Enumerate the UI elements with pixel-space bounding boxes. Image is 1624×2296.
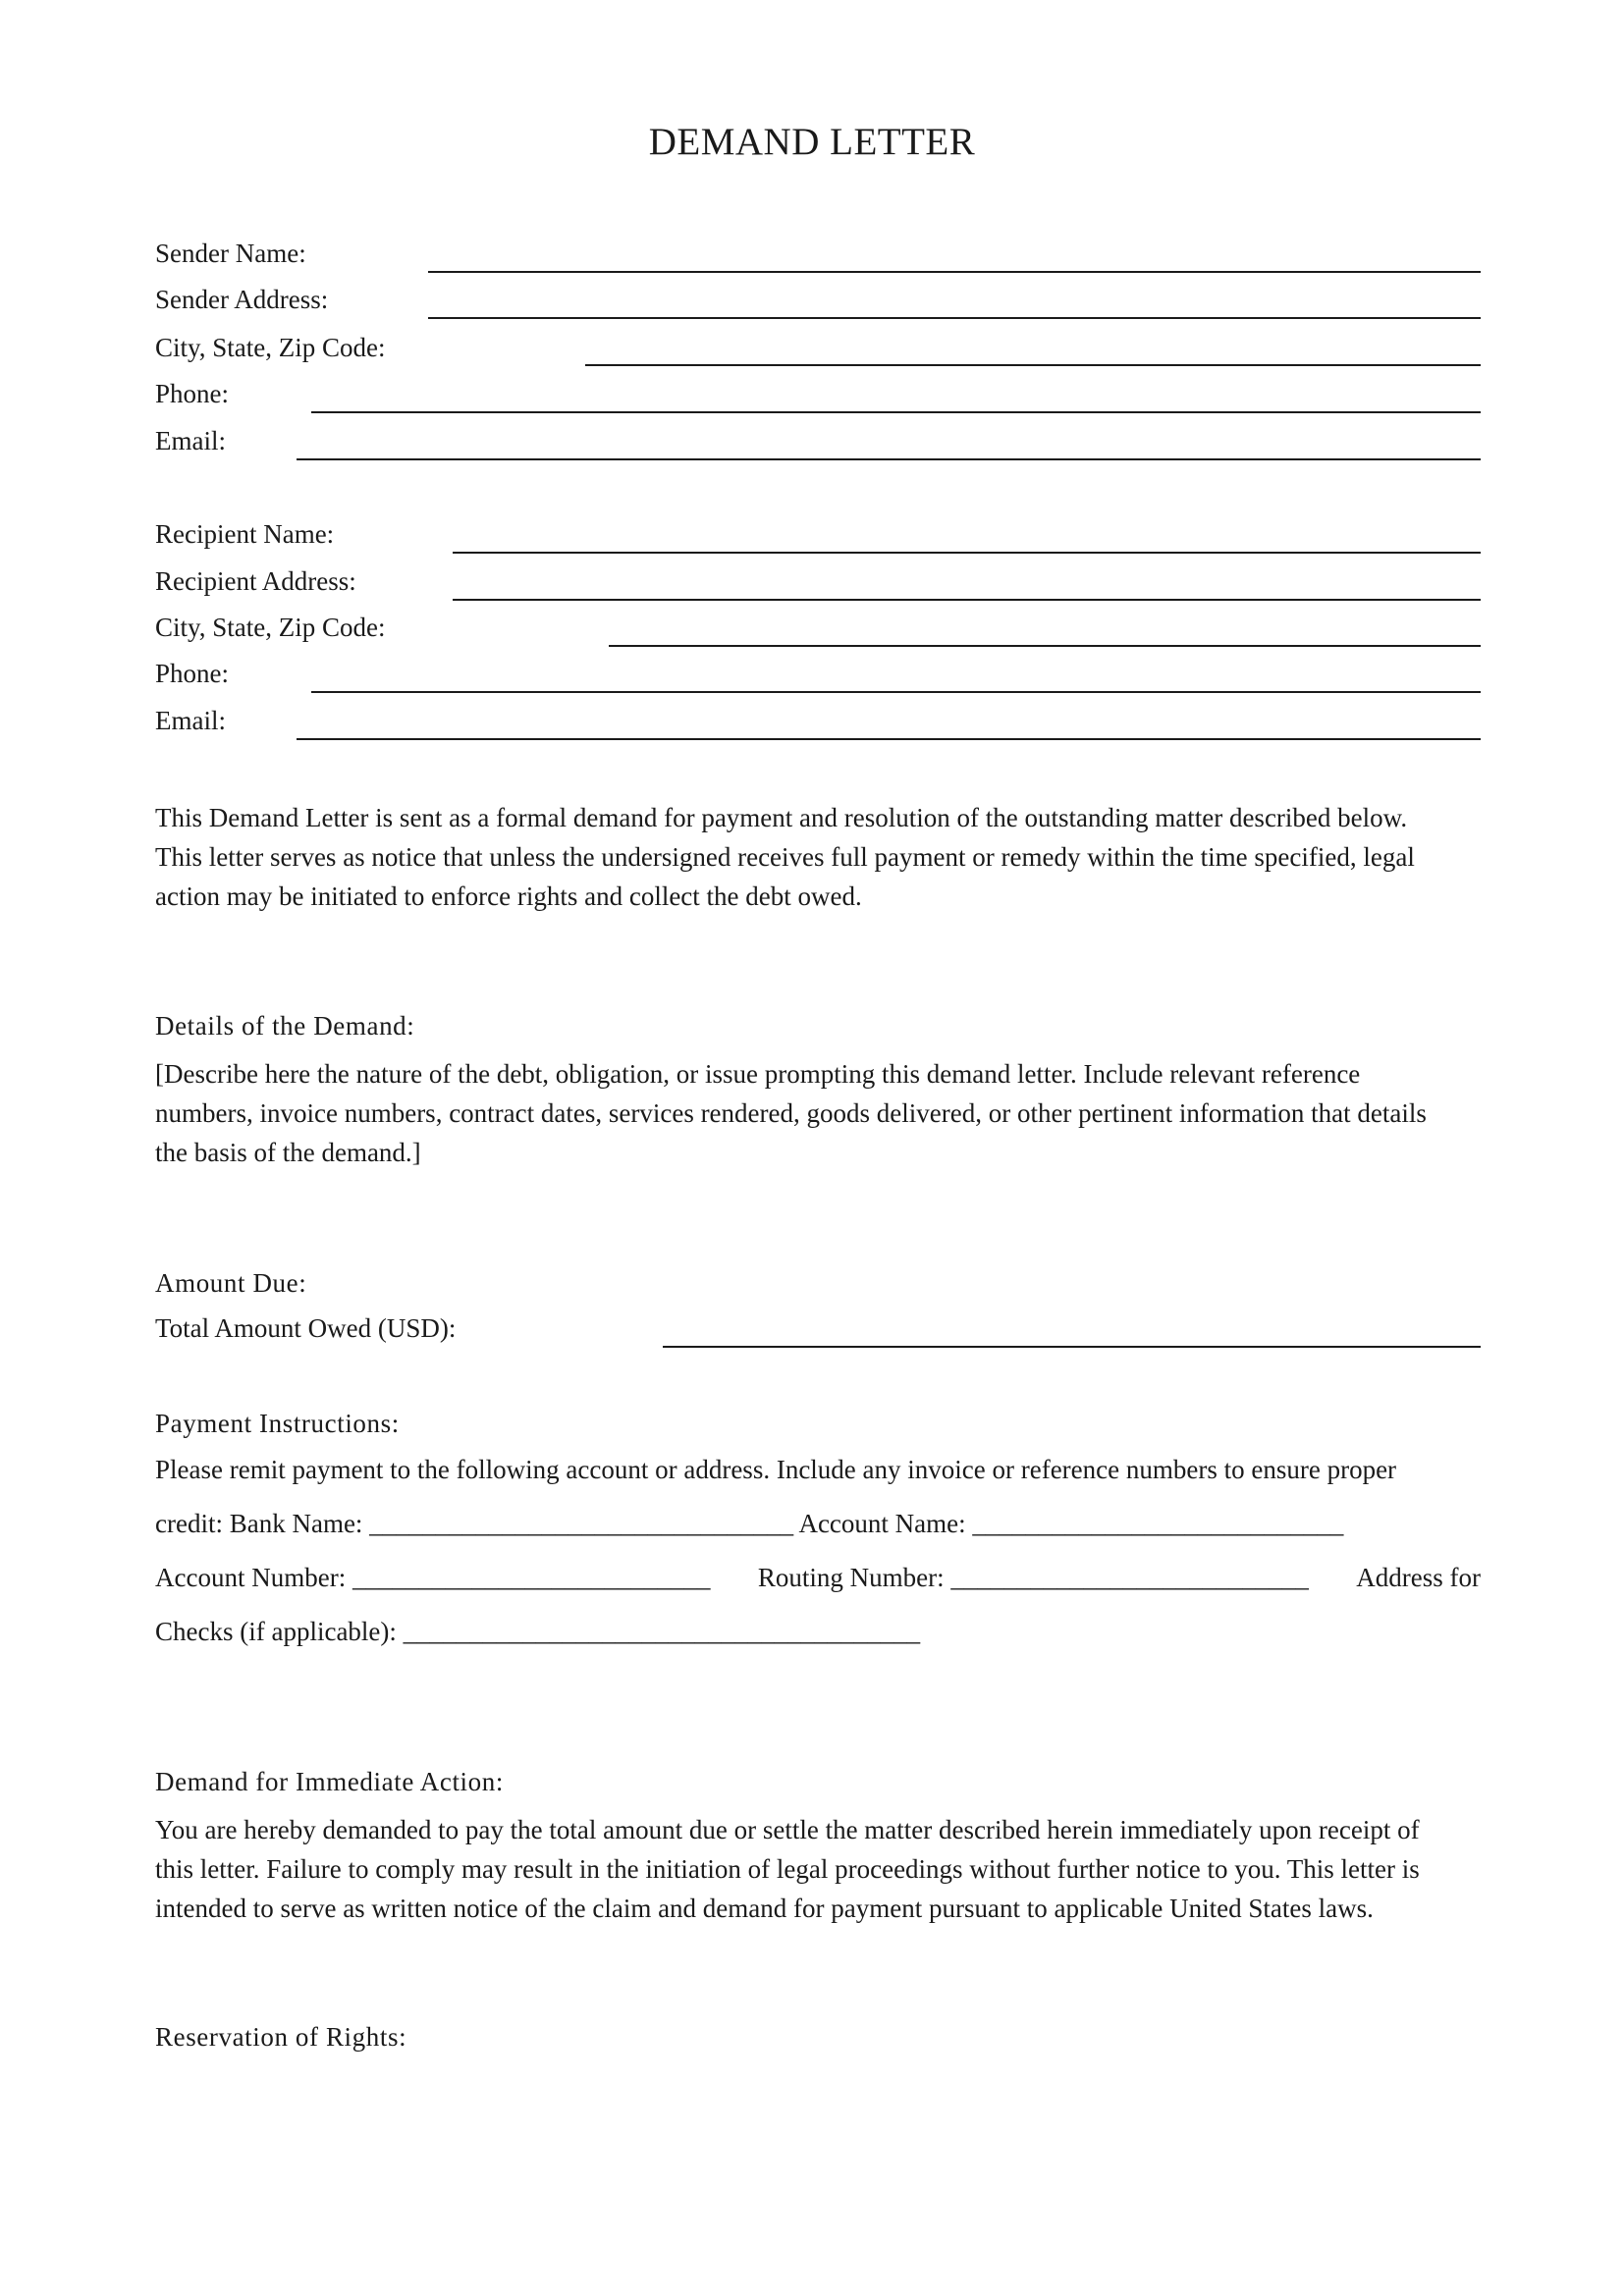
intro-line: This letter serves as notice that unless the undersigned receives full payment or remedy within the time specified, legal — [155, 842, 1415, 872]
recipient-name-field[interactable] — [453, 552, 1481, 554]
details-line: the basis of the demand.] — [155, 1138, 421, 1167]
routing-number-field[interactable]: Routing Number: ___________________________ — [757, 1563, 1309, 1592]
total-amount-label: Total Amount Owed (USD): — [155, 1313, 457, 1343]
account-name-field[interactable]: Account Name: ____________________________ — [798, 1509, 1344, 1538]
recipient-address-field[interactable] — [453, 599, 1481, 601]
recipient-city-label: City, State, Zip Code: — [155, 613, 386, 642]
sender-address-field[interactable] — [428, 317, 1481, 319]
immediate-action-line: this letter. Failure to comply may result in the initiation of legal proceedings without further notice to you. This letter is — [155, 1854, 1420, 1884]
sender-email-field[interactable] — [297, 458, 1481, 460]
checks-address-field[interactable]: Checks (if applicable): _______________________________________ — [155, 1617, 921, 1646]
intro-line: action may be initiated to enforce rights and collect the debt owed. — [155, 881, 862, 911]
bank-name-field[interactable]: credit: Bank Name: ________________________________ — [155, 1509, 794, 1538]
bank-account-row — [155, 1509, 1481, 1539]
details-paragraph — [155, 1054, 1481, 1172]
recipient-city-field[interactable] — [609, 645, 1481, 647]
sender-phone-field[interactable] — [311, 411, 1481, 413]
intro-line: This Demand Letter is sent as a formal demand for payment and resolution of the outstanding matter described below. — [155, 803, 1408, 832]
account-routing-row — [155, 1563, 1481, 1593]
immediate-action-paragraph — [155, 1810, 1481, 1928]
recipient-name-label: Recipient Name: — [155, 519, 335, 549]
sender-name-label: Sender Name: — [155, 239, 306, 268]
sender-address-label: Sender Address: — [155, 285, 329, 314]
immediate-action-line: You are hereby demanded to pay the total amount due or settle the matter described herein immediately upon receipt of — [155, 1815, 1420, 1844]
sender-email-label: Email: — [155, 426, 226, 455]
details-heading: Details of the Demand: — [155, 1011, 415, 1041]
intro-paragraph — [155, 798, 1481, 916]
payment-instructions-line: Please remit payment to the following account or address. Include any invoice or reference numbers to ensure proper — [155, 1455, 1397, 1484]
details-line: numbers, invoice numbers, contract dates, services rendered, goods delivered, or other pertinent information that details — [155, 1098, 1427, 1128]
recipient-phone-field[interactable] — [311, 691, 1481, 693]
immediate-action-line: intended to serve as written notice of the claim and demand for payment pursuant to applicable United States laws. — [155, 1894, 1374, 1923]
address-for-text: Address for — [1356, 1563, 1481, 1592]
recipient-address-label: Recipient Address: — [155, 566, 356, 596]
recipient-phone-label: Phone: — [155, 659, 230, 688]
recipient-email-label: Email: — [155, 706, 226, 735]
sender-city-field[interactable] — [585, 364, 1481, 366]
recipient-email-field[interactable] — [297, 738, 1481, 740]
document-title: DEMAND LETTER — [648, 121, 976, 163]
reservation-heading: Reservation of Rights: — [155, 2022, 407, 2052]
immediate-action-heading: Demand for Immediate Action: — [155, 1767, 504, 1796]
total-amount-field[interactable] — [663, 1346, 1481, 1348]
sender-phone-label: Phone: — [155, 379, 230, 408]
sender-city-label: City, State, Zip Code: — [155, 333, 386, 362]
payment-heading: Payment Instructions: — [155, 1409, 400, 1438]
account-number-field[interactable]: Account Number: ___________________________ — [155, 1563, 711, 1592]
amount-heading: Amount Due: — [155, 1268, 307, 1298]
details-line: [Describe here the nature of the debt, obligation, or issue prompting this demand letter. Include relevant reference — [155, 1059, 1361, 1089]
sender-name-field[interactable] — [428, 271, 1481, 273]
